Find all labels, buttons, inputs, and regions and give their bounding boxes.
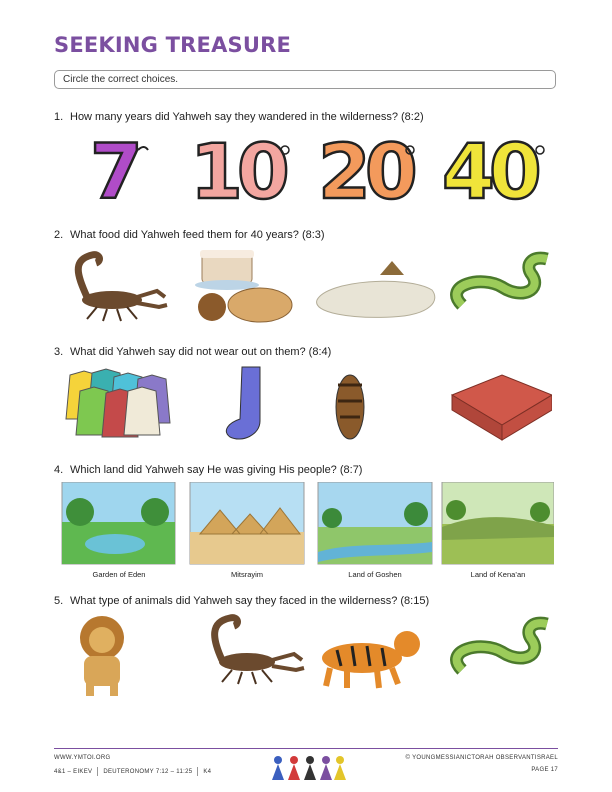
caption-land-of-kenaan: Land of Kena’an xyxy=(470,570,526,579)
question-number: 1. xyxy=(54,111,64,123)
snake-icon[interactable] xyxy=(457,258,547,305)
number-40-text: 40 xyxy=(442,130,536,205)
clothing-choices xyxy=(62,365,552,445)
snake-icon[interactable] xyxy=(457,623,547,670)
tiger-icon[interactable] xyxy=(322,631,420,688)
blanket-icon[interactable] xyxy=(452,375,552,440)
animal-choices xyxy=(62,610,552,700)
footer-page-number: PAGE 17 xyxy=(531,767,558,773)
cake-and-bread-icon[interactable] xyxy=(195,250,292,322)
question-1 xyxy=(54,111,424,123)
robes-icon[interactable] xyxy=(66,369,170,437)
number-7-text: 7 xyxy=(90,130,143,205)
instruction-box: Circle the correct choices. xyxy=(54,70,556,89)
land-choices xyxy=(60,482,554,566)
food-choices xyxy=(62,245,552,325)
footer-divider xyxy=(54,748,558,749)
footer-site[interactable]: WWW.YMTOI.ORG xyxy=(54,755,111,761)
footer-ref: DEUTERONOMY 7:12 – 11:25 xyxy=(103,769,193,776)
caption-garden-of-eden: Garden of Eden xyxy=(92,570,146,579)
footer-lesson: 4&1 – EIKEV xyxy=(54,769,93,776)
caption-mitsrayim: Mitsrayim xyxy=(230,570,264,579)
scorpion-icon[interactable] xyxy=(78,255,167,321)
land-of-goshen-image[interactable] xyxy=(318,482,432,564)
page-title: SEEKING TREASURE xyxy=(54,33,292,57)
question-5: 5. What type of animals did Yahweh say they faced in the wilderness? (8:15) xyxy=(54,595,430,607)
question-text: How many years did Yahweh say they wandered in the wilderness? (8:2) xyxy=(70,111,424,123)
choice-10[interactable] xyxy=(190,130,289,205)
footer-level: K4 xyxy=(203,769,212,776)
kids-logo-icon xyxy=(268,752,348,782)
number-20-text: 20 xyxy=(318,130,412,205)
choice-40[interactable] xyxy=(442,130,544,205)
sock-icon[interactable] xyxy=(226,367,260,439)
mitsrayim-image[interactable] xyxy=(190,482,304,564)
question-3: 3. What did Yahweh say did not wear out on them? (8:4) xyxy=(54,346,332,358)
number-choices xyxy=(80,130,550,205)
lion-icon[interactable] xyxy=(80,616,124,696)
footer-copyright: © YOUNGMESSIANICTORAH OBSERVANTISRAEL xyxy=(405,755,558,761)
land-of-kenaan-image[interactable] xyxy=(442,482,554,564)
scorpion-icon[interactable] xyxy=(215,618,304,684)
number-10-text: 10 xyxy=(190,130,284,205)
choice-20[interactable] xyxy=(318,130,415,205)
choice-7[interactable] xyxy=(90,130,148,205)
manna-ground-icon[interactable] xyxy=(317,261,435,317)
garden-of-eden-image[interactable] xyxy=(62,482,175,564)
question-4: 4. Which land did Yahweh say He was giving His people? (8:7) xyxy=(54,464,363,476)
question-2: 2. What food did Yahweh feed them for 40 years? (8:3) xyxy=(54,229,325,241)
sandal-icon[interactable] xyxy=(336,375,364,439)
footer-lesson-info xyxy=(54,767,211,776)
caption-land-of-goshen: Land of Goshen xyxy=(348,570,402,579)
